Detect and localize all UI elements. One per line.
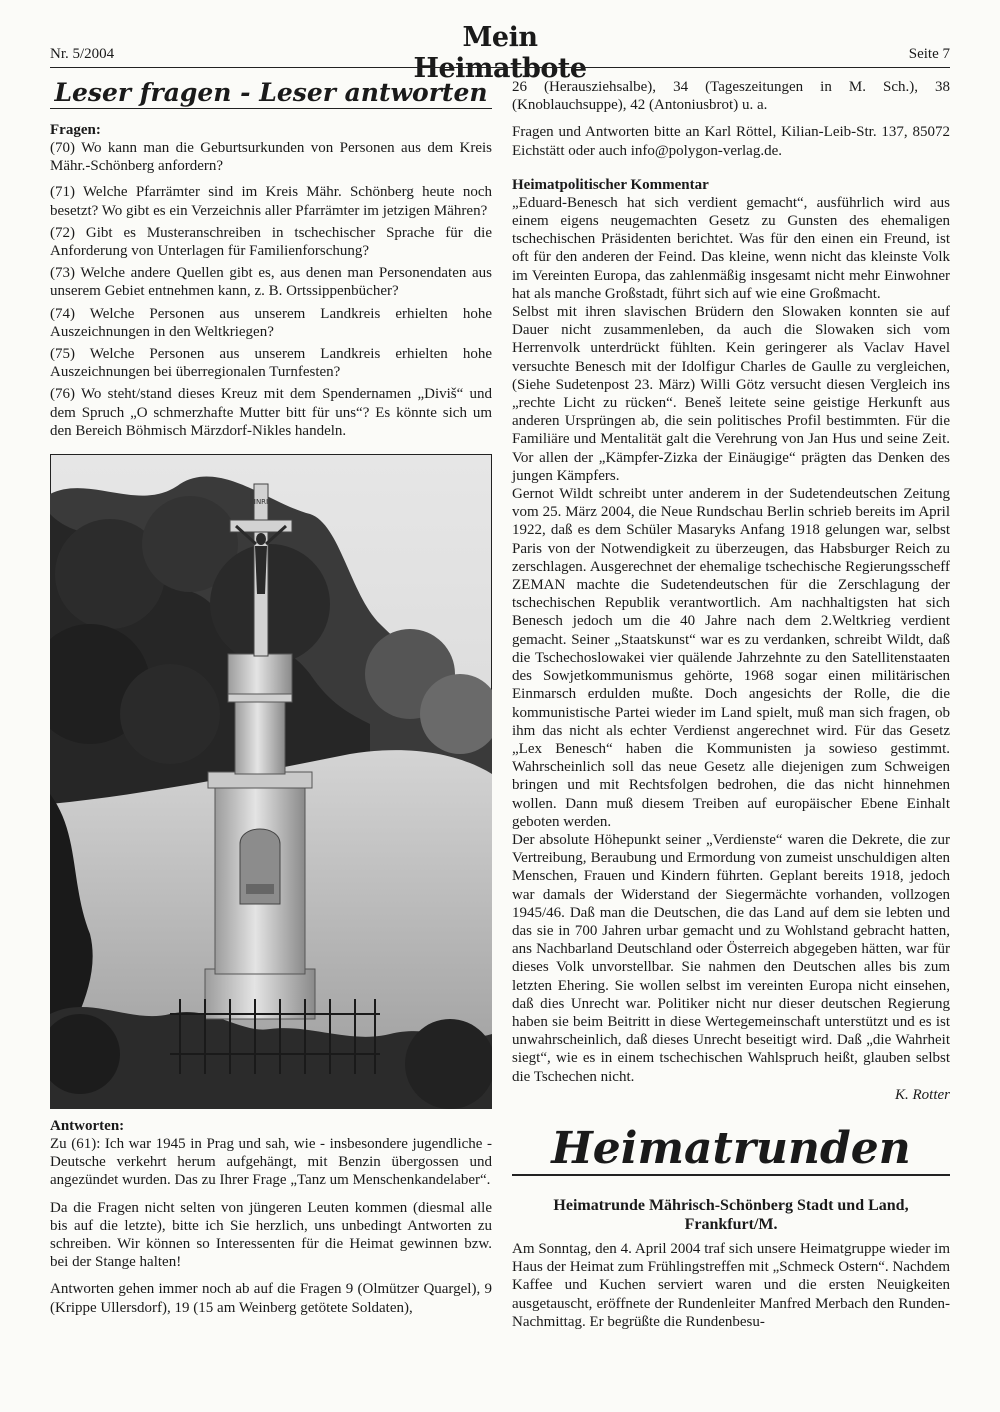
masthead: Mein Heimatbote — [413, 22, 587, 84]
question-72: (72) Gibt es Musteranschreiben in tschechischer Sprache für die Anforderung von Unterlagen für Familienforschung? — [50, 224, 492, 260]
answer-61: Zu (61): Ich war 1945 in Prag und sah, wie - insbesondere jugendliche - Deutsche verkehrt herum aufgehängt, mit Benzin übergossen und angezündet wurden. Das zu Ihrer Frage „Tanz um Menschenkandelaber“. — [50, 1136, 492, 1189]
contact-address: Fragen und Antworten bitte an Karl Röttel, Kilian-Leib-Str. 137, 85072 Eichstätt oder auch info@polygon-verlag.de. — [512, 124, 950, 159]
issue-number: Nr. 5/2004 — [50, 46, 115, 62]
question-76: (76) Wo steht/stand dieses Kreuz mit dem Spendernamen „Diviš“ und dem Spruch „O schmerzhafte Mutter bitt für uns“? Es könnte sich um den Bereich Böhmisch Märzdorf-Nikles handeln. — [50, 386, 492, 439]
question-73: (73) Welche andere Quellen gibt es, aus denen man Personendaten aus unserem Gebiet entnehmen kann, z. B. Ortssippenbücher? — [50, 265, 492, 300]
commentary-paragraph-4: Der absolute Höhepunkt seiner „Verdienste“ waren die Dekrete, die zur Vertreibung, Beraubung und Ermordung von zumeist unschuldigen alten Menschen, Frauen und Kindern führten. Geplant bereits 1918, jedoch war damals der Widerstand der Siegermächte vorhanden, vollzogen 1945/46. Daß man die Deutschen, die das Land auf dem sie lebten und das sie in 700 Jahren urbar gemacht und zu Wohlstand gebracht hatten, ans Nachbarland Deutschland oder Österreich abgegeben hätten, war für dieses Volk unvorstellbar. Sie nahmen den Deutschen alles bis zum letzten Ehering. Sie wollen selbst im vereinten Europa nicht einsehen, daß dies Unrecht war. Politiker nicht nur dieser deutschen Regierung haben sie beim Beitritt in diese Wertegemeinschaft unterstützt und es ist unwahrscheinlich, daß dieses Unrecht beseitigt wird. Daß „die Wahrheit siegt“, wie es in einem tschechischen Wahlspruch heißt, glauben selbst die Tschechen nicht. — [512, 831, 950, 1085]
questions-label: Fragen: — [50, 122, 101, 138]
commentary-paragraph-2: Selbst mit ihren slavischen Brüdern den Slowaken konnten sie auf Dauer nicht zusammenleben, da auch die Slowaken sich vom Herrenvolk unterdrückt fühlten. Kein geringerer als Vaclav Havel versuchte Benesch mit der Idolfigur Charles de Gaulle zu vergleichen, (Siehe Sudetenpost 23. März) Willi Götz versucht diesen Vergleich ins „rechte Licht zu rücken“. Beneš leitete seine geistige Herkunft aus anderen Ursprüngen ab, die sein politisches Profil bestimmten. Für die Familiäre und Mentalität galt die Verehrung von Jan Hus und seine Zeit. Vor allen der „Kämpfer-Zizka der Einäugige“ prägten das Denken des jungen Kämpfers. — [512, 304, 950, 484]
inri-plaque: INRI — [253, 498, 269, 507]
right-column — [512, 78, 950, 1331]
pending-continued: 26 (Herausziehsalbe), 34 (Tageszeitungen in M. Sch.), 38 (Knoblauchsuppe), 42 (Antoniusbrot) u. a. — [512, 79, 950, 114]
header-rule — [50, 67, 950, 68]
answers-appeal: Da die Fragen nicht selten von jüngeren Leuten kommen (diesmal alle bis auf die letzte), bitte ich Sie herzlich, uns unbedingt Antworten zu schreiben. Wir können so Interessenten für die Heimat gewinnen bzw. bei der Stange halten! — [50, 1199, 492, 1271]
page-header — [50, 22, 950, 84]
commentary-paragraph-3: Gernot Wildt schreibt unter anderem in der Sudetendeutschen Zeitung vom 25. März 2004, die Neue Rundschau Berlin schrieb bereits im April 1922, daß es dem Schüler Masaryks Anfang 1918 gelungen war, selbst Paris von der Notwendigkeit zu überzeugen, das Habsburger Reich zu zerschlagen. Ausgerechnet der ehemalige tschechische Regierungsscheff ZEMAN machte die Sudetendeutschen für die Zerschlagung der tschechischen Republik verantwortlich. Am nachhaltigsten hat sich Benesch jedoch um die 40 Jahre nach dem 2.Weltkrieg verdient gemacht. Seiner „Staatskunst“ war es zu verdanken, schreibt Wildt, daß die Tschechoslowakei vier quälende Jahrzehnte zu den Satellitenstaaten des Sowjetkommunismus gehörte, 1968 sogar einen militärischen Einmarsch erdulden mußte. Doch angesichts der Rolle, die die kommunistische Partei wieder im Land spielt, muß man sich fragen, ob ihm das nicht als echter Verdienst angerechnet wird. Für das Gesetz „Lex Benesch“ haben die Kommunisten ja sowieso gestimmt. Wahrscheinlich soll das neue Gesetz alle diejenigen zum Schweigen bringen und mit Rechtsfolgen bedrohen, die das nicht hinnehmen wollen. Dann muß diesem Treiben auf europäischer Ebene Einhalt geboten werden. — [512, 486, 950, 830]
meeting-title: Heimatrunde Mährisch-Schönberg Stadt und Land, Frankfurt/M. — [553, 1196, 909, 1233]
page-number: Seite 7 — [908, 46, 950, 62]
question-70: (70) Wo kann man die Geburtsurkunden von Personen aus dem Kreis Mähr.-Schönberg anfordern? — [50, 140, 492, 175]
author-signature: K. Rotter — [895, 1086, 950, 1103]
answers-label: Antworten: — [50, 1118, 125, 1135]
question-71: (71) Welche Pfarrämter sind im Kreis Mähr. Schönberg heute noch besetzt? Wo gibt es ein Verzeichnis aller Pfarrämter im jetzigen Mähren? — [50, 184, 492, 219]
question-75: (75) Welche Personen aus unserem Landkreis erhielten hohe Auszeichnungen bei überregionalen Turnfesten? — [50, 346, 492, 381]
leser-fragen-title: Leser fragen - Leser antworten — [50, 78, 492, 109]
commentary-title: Heimatpolitischer Kommentar — [512, 176, 709, 193]
meeting-report: Am Sonntag, den 4. April 2004 traf sich unsere Heimatgruppe wieder im Haus der Heimat zum Frühlingstreffen mit „Schmeck Ostern“. Nachdem Kaffee und Kuchen serviert waren und die ersten Neuigkeiten ausgetauscht, eröffnete der Rundenleiter Manfred Merbach den Runden-Nachmittag. Er begrüßte die Rundenbesu- — [512, 1240, 950, 1330]
answers-pending: Antworten gehen immer noch ab auf die Fragen 9 (Olmützer Quargel), 9 (Krippe Ullersdorf), 19 (15 am Weinberg getötete Soldaten), — [50, 1281, 492, 1316]
commentary-paragraph-1: „Eduard-Benesch hat sich verdient gemacht“, ausführlich wird aus einem eigens neugemachten Gesetz zu Gunsten des ehemaligen tschechischen Präsidenten berichtet. Was für den einen ein Freund, ist oft für den anderen der Feind. Das kleine, wenn nicht das kleinste Volk im Vereinten Europa, das zahlenmäßig insgesamt nicht mehr Einwohner hat als manche Großstadt, führt sich auf wie eine Großmacht. — [512, 194, 950, 302]
wayside-cross-photo — [50, 454, 492, 1109]
heimatrunden-title: Heimatrunden — [512, 1124, 950, 1176]
left-column — [50, 78, 492, 1317]
question-74: (74) Welche Personen aus unserem Landkreis erhielten hohe Auszeichnungen in den Weltkriegen? — [50, 305, 492, 340]
